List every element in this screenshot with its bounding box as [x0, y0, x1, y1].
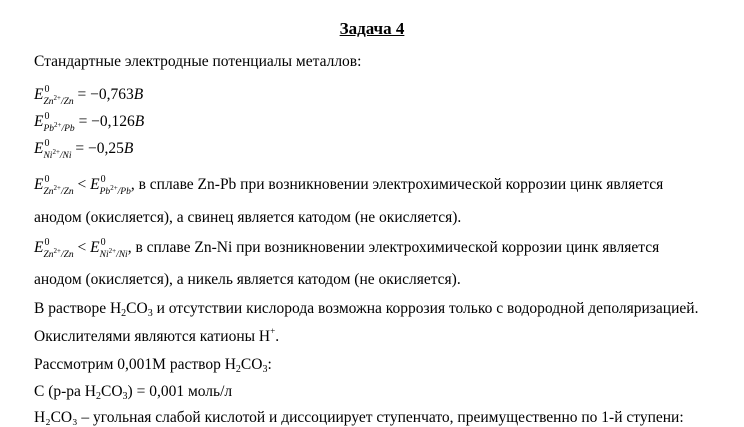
paragraph-concentration: C (р-ра $H_2CO_3) = 0,001$ моль/л	[34, 383, 233, 402]
potential-pb: $E^0_{Pb^{2+}/Pb} = -0,126В$	[34, 111, 145, 134]
comparison-2-conclusion: анодом (окисляется), а никель является катодом (не окисляется).	[34, 271, 461, 288]
intro-text: Стандартные электродные потенциалы металлов:	[34, 53, 362, 70]
paragraph-oxidizers: Окислителями являются катионы H+.	[34, 326, 280, 345]
comparison-1-text: , в сплаве Zn-Pb при возникновении электрохимической коррозии цинк является	[130, 176, 664, 193]
comparison-zn-ni: $E^0_{Zn^{2+}/Zn} < E^0_{Ni^{2+}/Ni}$, в сплаве Zn-Ni при возникновении электрохимической коррозии цинк является	[34, 237, 660, 260]
paragraph-dissociation-cut: H₂CO₃ – угольная слабой кислотой и диссоциирует ступенчато, преимущественно по 1-й ступени:	[34, 409, 684, 426]
task-title: Задача 4	[339, 19, 405, 38]
paragraph-consider: Рассмотрим 0,001М раствор $H_2CO_3$:	[34, 356, 272, 375]
comparison-zn-pb: $E^0_{Zn^{2+}/Zn} < E^0_{Pb^{2+}/Pb}$, в сплаве Zn-Pb при возникновении электрохимической коррозии цинк является	[34, 174, 664, 197]
potential-zn: $E^0_{Zn^{2+}/Zn} = -0,763В$	[34, 84, 144, 107]
comparison-2-text: , в сплаве Zn-Ni при возникновении электрохимической коррозии цинк является	[127, 239, 660, 256]
paragraph-h2co3-corrosion: В растворе $H_2CO_3$ и отсутствии кислорода возможна коррозия только с водородной деполяризацией.	[34, 300, 699, 319]
comparison-1-conclusion: анодом (окисляется), а свинец является катодом (не окисляется).	[34, 209, 462, 226]
potential-ni: $E^0_{Ni^{2+}/Ni} = -0,25В$	[34, 138, 134, 161]
